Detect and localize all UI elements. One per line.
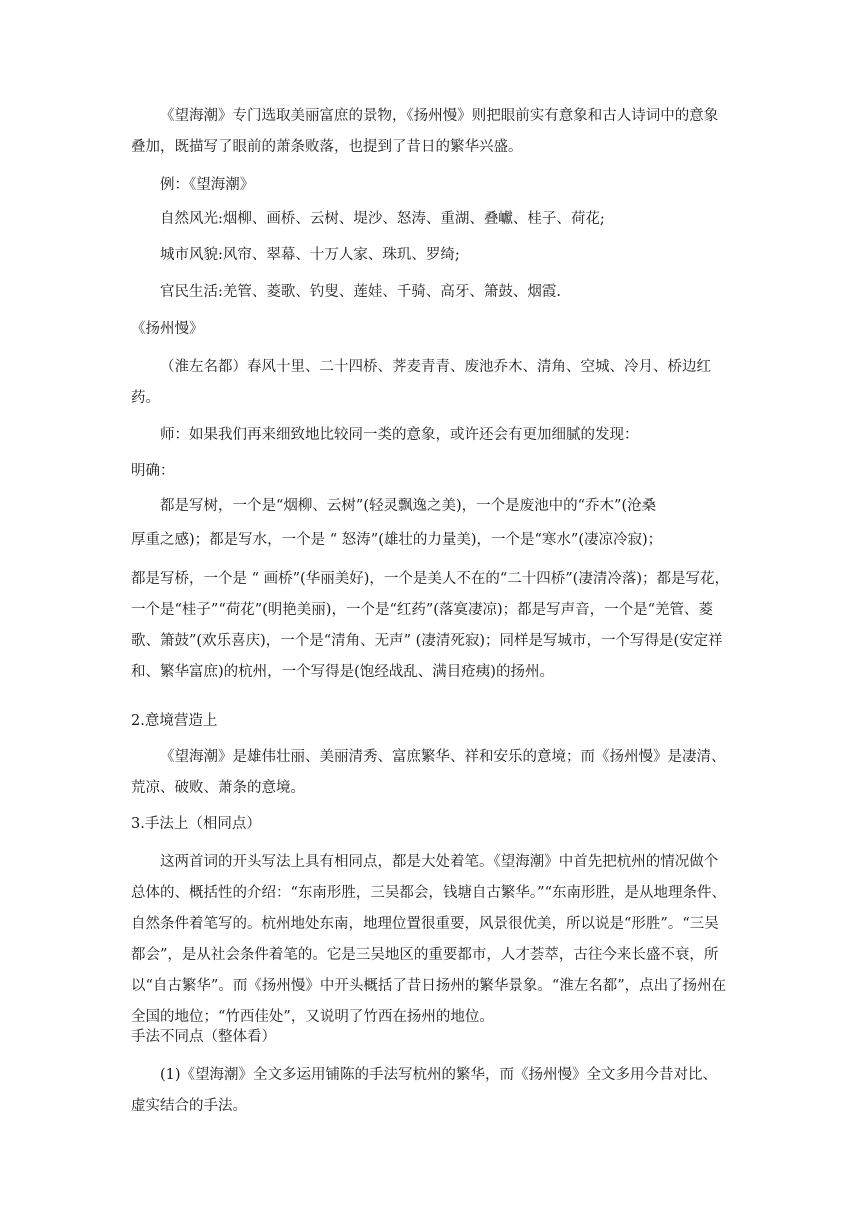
paragraph-people-life: 官民生活:羌管、菱歌、钓叟、莲娃、千骑、高牙、箫鼓、烟霞. <box>160 284 561 300</box>
paragraph-comparison-line1: 都是写树，一个是“烟柳、云树”(轻灵飘逸之美)，一个是废池中的“乔木”(沧桑 <box>160 498 657 514</box>
paragraph-answer-label: 明确： <box>131 463 175 479</box>
paragraph-example-heading: 例：《望海潮》 <box>160 177 255 193</box>
paragraph-comparison-rest: 都是写桥，一个是 “ 画桥”(华丽美好)，一个是美人不在的“二十四桥”(凄清冷落)；都是写花，一个是“桂子”“荷花”(明艳美丽)，一个是“红药”(落寞凄凉)；都是写声音，一个是“羌管、菱歌、箫鼓”(欢乐喜庆)，一个是“清角、无声” (凄清死寂)；同样是写城市，一个写得是(安定祥和、繁华富庶)的杭州，一个写得是(饱经战乱、满目疮痍)的扬州。 <box>131 571 729 680</box>
paragraph-teacher-question: 师：如果我们再来细致地比较同一类的意象，或许还会有更加细腻的发现： <box>160 427 639 443</box>
paragraph-intro: 《望海潮》专门选取美丽富庶的景物，《扬州慢》则把眼前实有意象和古人诗词中的意象叠加，既描写了眼前的萧条败落，也提到了昔日的繁华兴盛。 <box>131 108 719 155</box>
paragraph-technique-different: (1)《望海潮》全文多运用铺陈的手法写杭州的繁华，而《扬州慢》全文多用今昔对比、虚实结合的手法。 <box>131 1067 718 1114</box>
heading-technique-different: 手法不同点（整体看） <box>131 1029 276 1045</box>
paragraph-city-style: 城市风貌:风帘、翠幕、十万人家、珠玑、罗绮; <box>160 247 460 263</box>
paragraph-mood: 《望海潮》是雄伟壮丽、美丽清秀、富庶繁华、祥和安乐的意境；而《扬州慢》是凄清、荒凉、破败、萧条的意境。 <box>131 749 726 796</box>
paragraph-technique-similar: 这两首词的开头写法上具有相同点，都是大处着笔。《望海潮》中首先把杭州的情况做个总体的、概括性的介绍：“东南形胜，三吴都会，钱塘自古繁华。”“东南形胜，是从地理条件、自然条件着笔写的。杭州地处东南，地理位置很重要，风景很优美，所以说是“形胜”。“三吴都会”，是从社会条件着笔的。它是三吴地区的重要都市，人才荟萃，古往今来长盛不衰，所以“自古繁华”。而《扬州慢》中开头概括了昔日扬州的繁华景象。“淮左名都”，点出了扬州在全国的地位；“竹西佳处”，又说明了竹西在扬州的地位。 <box>131 854 727 1025</box>
paragraph-natural-scenery: 自然风光:烟柳、画桥、云树、堤沙、怒涛、重湖、叠巘、桂子、荷花; <box>160 211 605 227</box>
paragraph-yangzhoumang-imagery: （淮左名都）春风十里、二十四桥、荠麦青青、废池乔木、清角、空城、冷月、桥边红药。 <box>131 359 711 406</box>
heading-technique-similar: 3.手法上（相同点） <box>131 816 261 832</box>
paragraph-yangzhoumang-heading: 《扬州慢》 <box>131 321 204 337</box>
paragraph-comparison-line2: 厚重之感)；都是写水，一个是 “ 怒涛”(雄壮的力量美)，一个是“寒水”(凄凉冷寂)； <box>131 532 663 548</box>
heading-mood-construction: 2.意境营造上 <box>131 713 218 729</box>
